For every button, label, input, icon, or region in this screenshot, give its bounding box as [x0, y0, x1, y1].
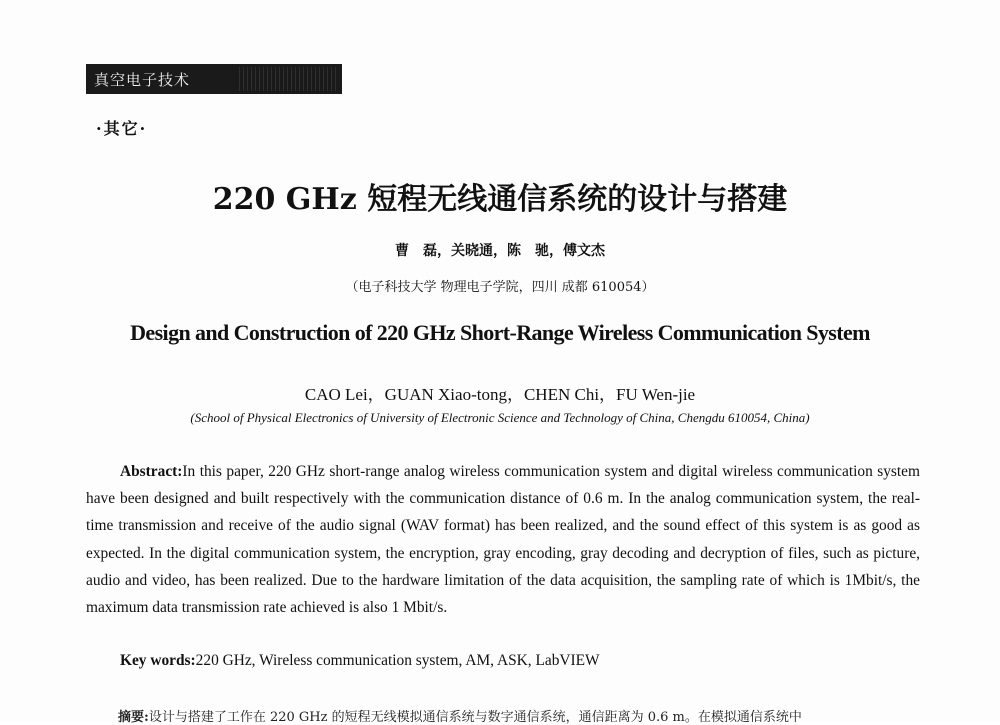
authors-english: CAO Lei，GUAN Xiao-tong，CHEN Chi，FU Wen-jie — [304, 385, 696, 404]
authors-chinese: 曹 磊，关晓通，陈 驰，傅文杰 — [395, 243, 605, 259]
title-english: Design and Construction of 220 GHz Short-Range Wireless Communication System — [130, 320, 870, 345]
abstract-label: Abstract: — [120, 463, 183, 480]
journal-header-bar — [86, 64, 342, 94]
title-chinese: 220 GHz 短程无线通信系统的设计与搭建 — [212, 182, 788, 217]
header-bar-texture — [236, 67, 336, 91]
abstract-chinese — [118, 706, 938, 725]
section-tag: ·其它· — [96, 119, 148, 138]
journal-name: 真空电子技术 — [94, 71, 191, 89]
abstract-english — [86, 458, 920, 621]
abstract-chinese-text: 设计与搭建了工作在 220 GHz 的短程无线模拟通信系统与数字通信系统，通信距离为 0.6 m。在模拟通信系统中 — [148, 710, 802, 725]
affiliation-chinese: （电子科技大学 物理电子学院，四川 成都 610054） — [345, 280, 655, 295]
keywords-text: 220 GHz, Wireless communication system, AM, ASK, LabVIEW — [195, 652, 600, 669]
keywords-label: Key words: — [120, 652, 196, 669]
abstract-text: In this paper, 220 GHz short-range analog wireless communication system and digital wireless communication system have been designed and built respectively with the communication distance of 0.6 m. In the analog communication system, the real-time transmission and receive of the audio signal (WAV format) has been realized, and the sound effect of this system is as good as expected. In the digital communication system, the encryption, gray encoding, gray decoding and decryption of files, such as picture, audio and video, has been realized. Due to the hardware limitation of the data acquisition, the sampling rate of which is 1Mbit/s, the maximum data transmission rate achieved is also 1 Mbit/s. — [86, 463, 920, 617]
affiliation-english: (School of Physical Electronics of University of Electronic Science and Technology of China, Chengdu 610054, China) — [190, 410, 810, 425]
abstract-chinese-label: 摘要: — [118, 710, 149, 725]
keywords-english — [120, 652, 920, 670]
